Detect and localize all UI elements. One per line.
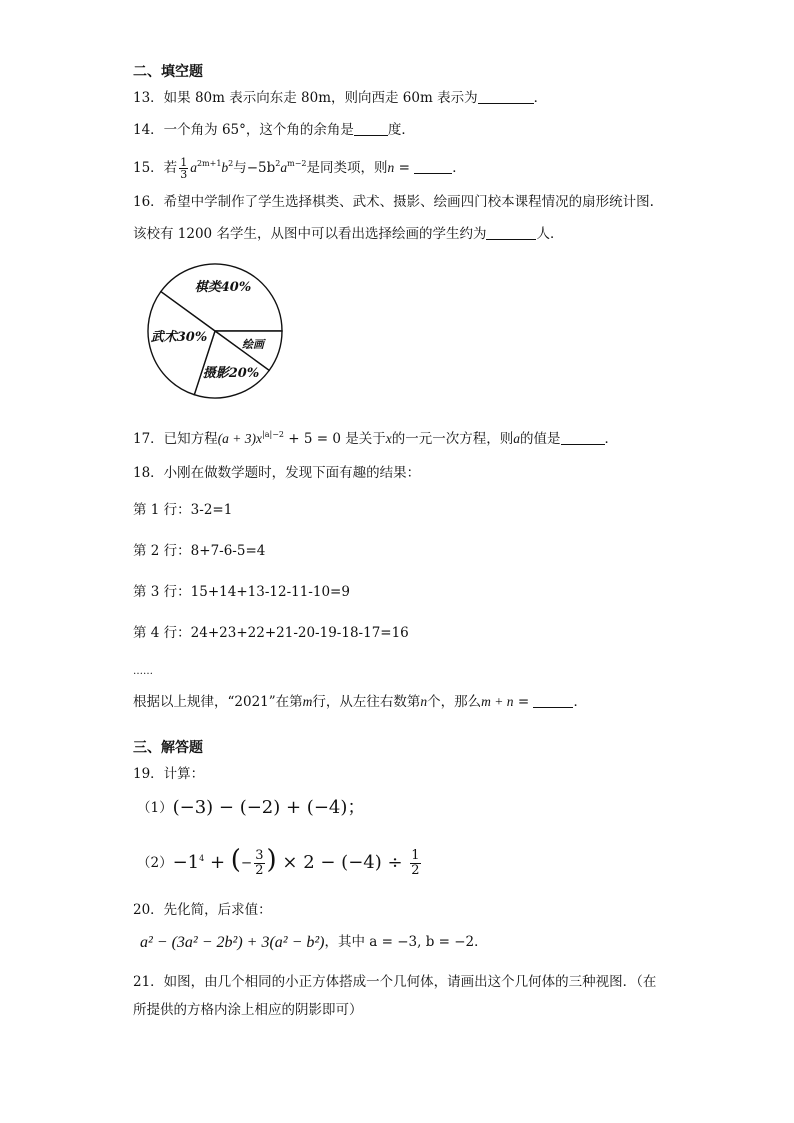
question-17-expr: (a + 3)x bbox=[217, 431, 263, 446]
pie-slice-label: 绘画 bbox=[242, 338, 264, 351]
answer-blank[interactable] bbox=[486, 225, 536, 240]
fraction-numerator: 1 bbox=[411, 848, 420, 863]
question-19-part-1 bbox=[137, 798, 365, 818]
question-17-end: ． bbox=[604, 431, 618, 447]
answer-blank[interactable] bbox=[354, 121, 388, 136]
term2-exponent: m−2 bbox=[287, 159, 307, 168]
question-13-end: ． bbox=[533, 90, 548, 106]
pie-slice-label: 武术30% bbox=[150, 330, 208, 345]
term1-b: b bbox=[221, 160, 229, 175]
term1-b-exponent: 2 bbox=[228, 159, 234, 168]
expression: a² − (3a² − 2b²) + 3(a² − b²) bbox=[140, 934, 325, 951]
question-15-post: 是同类项，则 bbox=[306, 160, 388, 176]
question-17-exponent: |a|−2 bbox=[262, 430, 284, 439]
question-15-end: ． bbox=[452, 160, 466, 176]
m-plus-n: m + n bbox=[481, 694, 514, 709]
answer-blank[interactable] bbox=[414, 159, 452, 174]
rule-equals: = bbox=[513, 694, 534, 710]
question-15-pre: 15．若 bbox=[133, 160, 178, 176]
part-1-label: （1） bbox=[137, 800, 173, 816]
part-2-b: + bbox=[204, 852, 231, 873]
question-17-mid2: 的一元一次方程，则 bbox=[391, 431, 514, 447]
section-title-fill-in: 二、填空题 bbox=[133, 64, 203, 80]
question-16-line2 bbox=[133, 224, 563, 244]
question-16-pre: 该校有 1200 名学生，从图中可以看出选择绘画的学生约为 bbox=[133, 226, 487, 242]
term1-base: a bbox=[190, 160, 197, 175]
question-20-title: 20．先化简，后求值： bbox=[133, 902, 272, 918]
fraction-denominator: 3 bbox=[180, 168, 188, 181]
pattern-row-2: 第 2 行：8+7-6-5=4 bbox=[133, 543, 266, 559]
left-paren: ( bbox=[230, 845, 241, 875]
fraction-denominator: 2 bbox=[411, 863, 420, 878]
ellipsis: …… bbox=[133, 666, 153, 677]
pattern-row-1: 第 1 行：3-2=1 bbox=[133, 502, 233, 518]
question-16-post: 人． bbox=[536, 226, 564, 242]
part-2-a: −1 bbox=[172, 852, 200, 873]
question-14-post: 度． bbox=[387, 122, 415, 138]
variable-n: n bbox=[387, 160, 395, 175]
fraction-one-half bbox=[410, 849, 420, 878]
question-19-title: 19．计算： bbox=[133, 766, 205, 782]
pattern-row-4: 第 4 行：24+23+22+21-20-19-18-17=16 bbox=[133, 625, 409, 641]
rule-mid2: 个，那么 bbox=[427, 694, 482, 710]
question-17 bbox=[133, 425, 618, 449]
right-paren: ) bbox=[266, 845, 277, 875]
equals: = bbox=[394, 160, 415, 176]
part-1-expression: (−3) − (−2) + (−4)； bbox=[172, 797, 366, 818]
answer-blank[interactable] bbox=[478, 89, 534, 104]
rule-end: ． bbox=[573, 694, 587, 710]
variable-n: n bbox=[420, 694, 428, 709]
question-18-rule bbox=[133, 692, 587, 712]
part-2-exponent: 4 bbox=[199, 854, 205, 863]
fraction-numerator: 1 bbox=[180, 156, 188, 169]
answer-blank[interactable] bbox=[533, 693, 573, 708]
condition: ，其中 a = −3, b = −2． bbox=[324, 934, 488, 950]
answer-blank[interactable] bbox=[561, 430, 605, 445]
question-14-pre: 14．一个角为 65°，这个角的余角是 bbox=[133, 122, 354, 138]
question-19-part-2 bbox=[137, 842, 423, 880]
pie-slice-label: 棋类40% bbox=[194, 280, 252, 295]
question-13-text: 13．如果 80m 表示向东走 80m，则向西走 60m 表示为 bbox=[133, 90, 478, 106]
question-17-mid: + 5 = 0 是关于 bbox=[283, 431, 386, 447]
fraction-three-halves bbox=[254, 849, 264, 878]
question-14 bbox=[133, 120, 415, 140]
rule-pre: 根据以上规律，“2021”在第 bbox=[133, 694, 303, 710]
fraction-denominator: 2 bbox=[255, 863, 264, 878]
question-18-intro: 18．小刚在做数学题时，发现下面有趣的结果： bbox=[133, 465, 421, 481]
term1-exponent: 2m+1 bbox=[196, 159, 222, 168]
variable-a: a bbox=[513, 431, 520, 446]
variable-m: m bbox=[302, 694, 313, 709]
question-21-line1: 21．如图，由几个相同的小正方体搭成一个几何体，请画出这个几何体的三种视图．（在 bbox=[133, 974, 657, 990]
question-16-line1: 16．希望中学制作了学生选择棋类、武术、摄影、绘画四门校本课程情况的扇形统计图. bbox=[133, 194, 654, 210]
pie-slice-label: 摄影20% bbox=[202, 366, 260, 381]
fraction-numerator: 3 bbox=[255, 848, 264, 863]
fraction-one-third bbox=[179, 157, 188, 180]
pattern-row-3: 第 3 行：15+14+13-12-11-10=9 bbox=[133, 584, 350, 600]
question-17-post: 的值是 bbox=[520, 431, 561, 447]
term2-base: a bbox=[280, 160, 288, 175]
question-15 bbox=[133, 150, 466, 182]
question-20-expression bbox=[140, 932, 488, 953]
question-17-pre: 17．已知方程 bbox=[133, 431, 218, 447]
part-2-label: （2） bbox=[137, 855, 173, 871]
rule-mid: 行，从左往右数第 bbox=[312, 694, 421, 710]
section-title-solutions: 三、解答题 bbox=[133, 740, 203, 756]
question-15-mid: 与−5b bbox=[233, 160, 276, 176]
question-21-line2: 所提供的方格内涂上相应的阴影即可） bbox=[133, 1002, 363, 1018]
part-2-c: × 2 − (−4) ÷ bbox=[276, 852, 409, 873]
pie-chart bbox=[140, 258, 290, 404]
question-13 bbox=[133, 88, 547, 108]
variable-x: x bbox=[385, 431, 392, 446]
term2-b-exponent: 2 bbox=[275, 159, 281, 168]
part-2-neg: − bbox=[240, 855, 253, 871]
